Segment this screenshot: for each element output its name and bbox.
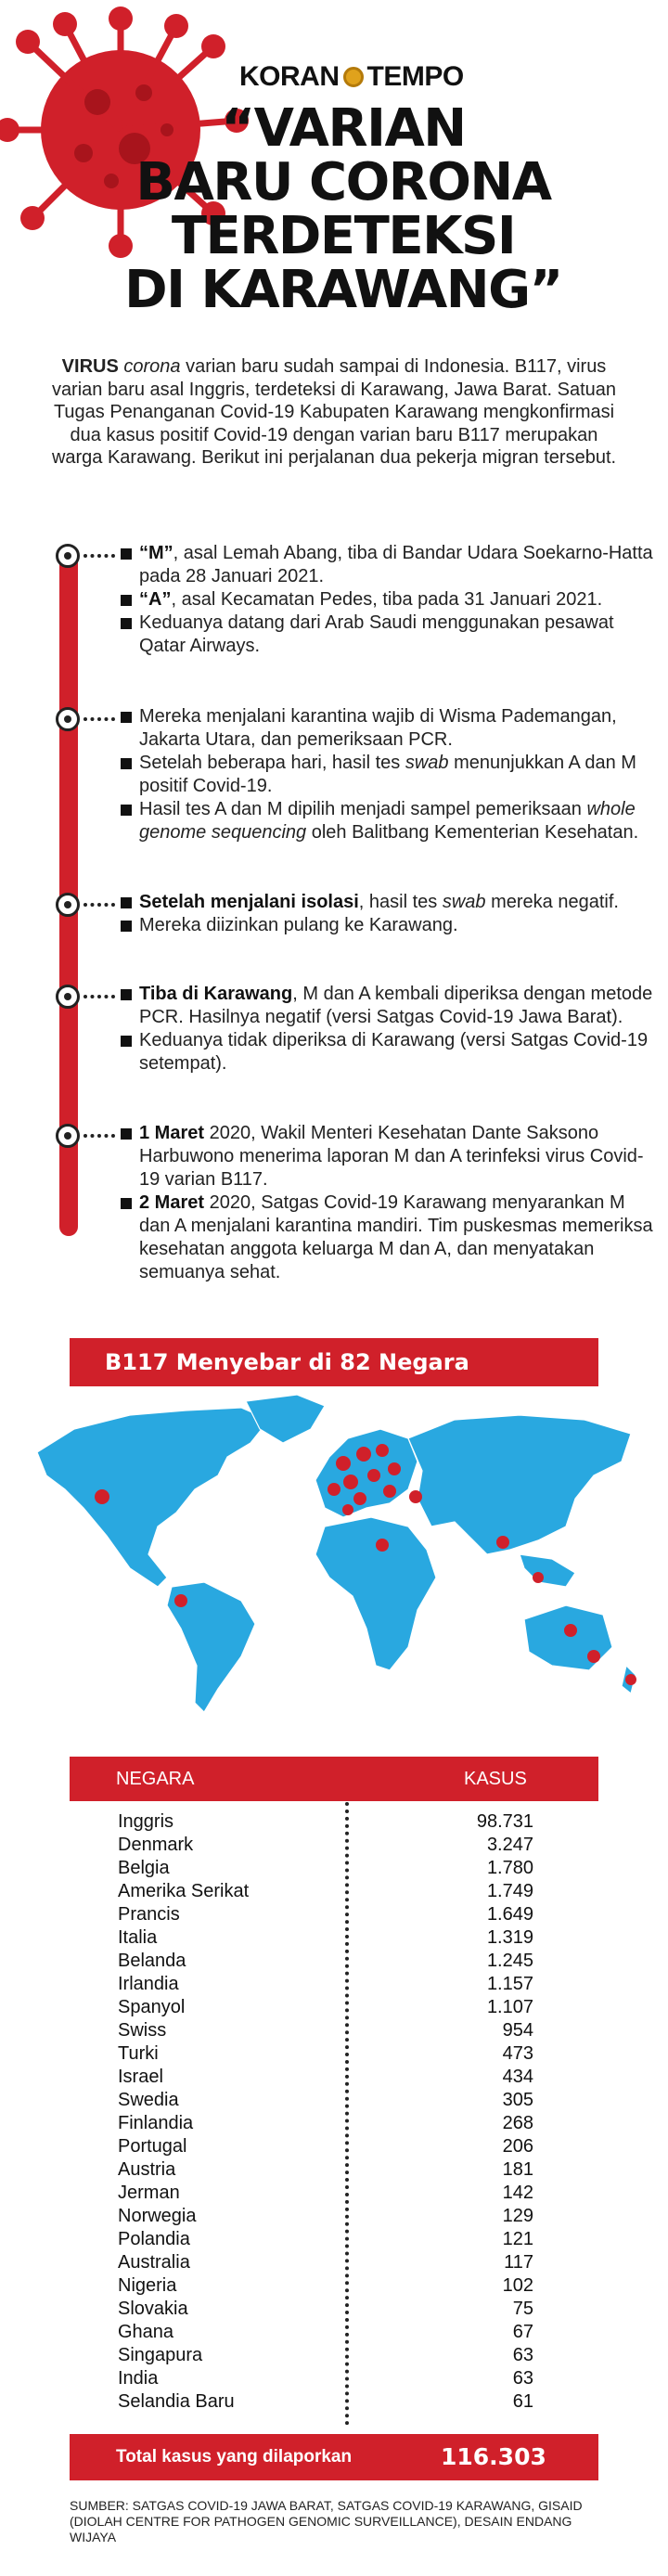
marker-icon [174, 1594, 187, 1607]
table-row [70, 2251, 598, 2274]
cases-cell: 268 [502, 2113, 533, 2133]
table-row [70, 1903, 598, 1926]
timeline-connector [84, 554, 115, 558]
cases-cell: 1.245 [486, 1951, 533, 1971]
timeline-connector [84, 717, 115, 721]
headline [65, 98, 622, 320]
timeline-item: Hasil tes A dan M dipilih menjadi sampel pemeriksaan whole genome sequencing oleh Balitbang Kementerian Kesehatan. [121, 798, 659, 844]
cases-cell: 75 [512, 2299, 533, 2319]
country-cell: Inggris [118, 1811, 174, 1832]
country-cell: Swedia [118, 2090, 179, 2110]
country-cell: Amerika Serikat [118, 1881, 250, 1901]
cases-cell: 102 [502, 2275, 533, 2296]
timeline-item: “A”, asal Kecamatan Pedes, tiba pada 31 Januari 2021. [121, 588, 659, 612]
cases-cell: 434 [502, 2067, 533, 2087]
continent-north-america [37, 1408, 269, 1587]
timeline-node-icon [56, 707, 80, 731]
country-cell: India [118, 2368, 159, 2389]
country-cell: Swiss [118, 2020, 167, 2041]
marker-icon [496, 1536, 509, 1549]
table-row [70, 2274, 598, 2298]
country-cell: Australia [118, 2252, 190, 2273]
column-header-country: NEGARA [116, 1769, 195, 1789]
timeline-item: “M”, asal Lemah Abang, tiba di Bandar Udara Soekarno-Hatta pada 28 Januari 2021. [121, 542, 659, 588]
timeline-item: Setelah beberapa hari, hasil tes swab menunjukkan A dan M positif Covid-19. [121, 752, 659, 798]
country-cell: Italia [118, 1927, 158, 1948]
marker-icon [353, 1492, 366, 1505]
continent-greenland [246, 1395, 325, 1443]
cases-cell: 206 [502, 2136, 533, 2157]
logo-mark-icon [343, 67, 364, 87]
timeline-item: 2 Maret 2020, Satgas Covid-19 Karawang menyarankan M dan A menjalani karantina mandiri. Tim puskesmas memeriksa kesehatan anggota keluarga M dan A, dan menyatakan semuanya sehat. [121, 1191, 659, 1284]
marker-icon [533, 1572, 544, 1583]
cases-cell: 67 [512, 2322, 533, 2342]
table-row [70, 1857, 598, 1880]
continent-europe [315, 1429, 418, 1517]
marker-icon [342, 1504, 353, 1515]
country-cell: Belgia [118, 1858, 170, 1878]
cases-cell: 63 [512, 2368, 533, 2389]
timeline-item: Keduanya tidak diperiksa di Karawang (versi Satgas Covid-19 setempat). [121, 1029, 659, 1075]
timeline-item: Mereka menjalani karantina wajib di Wisma Pademangan, Jakarta Utara, dan pemeriksaan PCR. [121, 705, 659, 752]
marker-icon [95, 1489, 109, 1504]
cases-cell: 98.731 [476, 1811, 533, 1832]
table-row [70, 1880, 598, 1903]
cases-cell: 117 [504, 2252, 533, 2273]
table-row [70, 1834, 598, 1857]
table-row [70, 2019, 598, 2042]
table-row [70, 1996, 598, 2019]
cases-cell: 1.649 [486, 1904, 533, 1925]
cases-cell: 473 [502, 2043, 533, 2064]
table-row [70, 1973, 598, 1996]
table-row [70, 1950, 598, 1973]
headline-line-1: “VARIAN [221, 98, 466, 159]
country-cell: Turki [118, 2043, 159, 2064]
cases-cell: 1.749 [486, 1881, 533, 1901]
timeline-item: Keduanya datang dari Arab Saudi menggunakan pesawat Qatar Airways. [121, 612, 659, 658]
country-cell: Portugal [118, 2136, 187, 2157]
country-cell: Singapura [118, 2345, 203, 2365]
table-body [70, 1810, 598, 2414]
table-row [70, 2089, 598, 2112]
country-cell: Spanyol [118, 1997, 186, 2017]
cases-cell: 1.780 [486, 1858, 533, 1878]
table-row [70, 2367, 598, 2390]
timeline-connector [84, 995, 115, 998]
intro-italic: corona [123, 356, 181, 377]
table-row [70, 2390, 598, 2414]
map-title: B117 Menyebar di 82 Negara [70, 1338, 598, 1386]
marker-icon [336, 1456, 351, 1471]
country-cell: Nigeria [118, 2275, 177, 2296]
table-row [70, 2112, 598, 2135]
table-row [70, 2344, 598, 2367]
cases-cell: 1.157 [486, 1974, 533, 1994]
table-row [70, 2205, 598, 2228]
source-credit: SUMBER: SATGAS COVID-19 JAWA BARAT, SATGAS COVID-19 KARAWANG, GISAID (DIOLAH CENTRE FOR PATHOGEN GENOMIC SURVEILLANCE), DESAIN ENDANG WIJAYA [70, 2498, 583, 2544]
table-row [70, 2228, 598, 2251]
country-cell: Polandia [118, 2229, 190, 2249]
cases-cell: 181 [502, 2159, 533, 2180]
timeline-node-icon [56, 985, 80, 1009]
marker-icon [564, 1624, 577, 1637]
country-cell: Norwegia [118, 2206, 197, 2226]
country-cell: Austria [118, 2159, 176, 2180]
marker-icon [356, 1447, 371, 1462]
marker-icon [409, 1490, 422, 1503]
table-row [70, 2182, 598, 2205]
headline-line-2: BARU CORONA [135, 152, 551, 213]
cases-cell: 1.319 [486, 1927, 533, 1948]
cases-cell: 63 [512, 2345, 533, 2365]
table-row [70, 2321, 598, 2344]
marker-icon [625, 1674, 636, 1685]
logo-text-right: TEMPO [366, 61, 464, 92]
timeline-item: Mereka diizinkan pulang ke Karawang. [121, 914, 659, 937]
country-cell: Selandia Baru [118, 2391, 235, 2412]
table-row [70, 2135, 598, 2158]
table-row [70, 2158, 598, 2182]
timeline-node-icon [56, 893, 80, 917]
marker-icon [376, 1539, 389, 1552]
marker-icon [367, 1469, 380, 1482]
timeline-connector [84, 903, 115, 907]
cases-cell: 61 [512, 2391, 533, 2412]
table-row [70, 1926, 598, 1950]
cases-cell: 1.107 [486, 1997, 533, 2017]
country-cell: Prancis [118, 1904, 180, 1925]
timeline-connector [84, 1134, 115, 1138]
marker-icon [383, 1485, 396, 1498]
marker-icon [587, 1650, 600, 1663]
table-header [70, 1757, 598, 1801]
timeline-node-icon [56, 1124, 80, 1148]
continent-australia [524, 1605, 612, 1670]
cases-cell: 954 [502, 2020, 533, 2041]
world-map [19, 1387, 649, 1726]
headline-line-4: DI KARAWANG” [124, 260, 562, 320]
table-row [70, 2066, 598, 2089]
cases-cell: 129 [502, 2206, 533, 2226]
column-header-cases: KASUS [464, 1769, 527, 1789]
country-cell: Jerman [118, 2183, 180, 2203]
koran-tempo-logo [239, 61, 464, 93]
continent-asia [408, 1415, 631, 1554]
total-value: 116.303 [441, 2443, 546, 2470]
marker-icon [343, 1475, 358, 1489]
table-row [70, 2042, 598, 2066]
country-cell: Irlandia [118, 1974, 179, 1994]
table-row [70, 2298, 598, 2321]
intro-text: varian baru sudah sampai di Indonesia. B117, virus varian baru asal Inggris, terdeteksi di Karawang, Jawa Barat. Satuan Tugas Penanganan Covid-19 Kabupaten Karawang mengkonfirmasi dua kasus positif Covid-19 dengan varian baru B117 merupakan warga Karawang. Berikut ini perjalanan dua pekerja migran tersebut. [51, 356, 617, 468]
timeline-item: 1 Maret 2020, Wakil Menteri Kesehatan Dante Saksono Harbuwono menerima laporan M dan A terinfeksi virus Covid-19 varian B117. [121, 1122, 659, 1191]
marker-icon [388, 1462, 401, 1475]
country-cell: Slovakia [118, 2299, 188, 2319]
total-bar [70, 2434, 598, 2480]
continent-africa [315, 1517, 436, 1670]
cases-cell: 3.247 [486, 1835, 533, 1855]
country-cell: Israel [118, 2067, 163, 2087]
country-cell: Belanda [118, 1951, 186, 1971]
intro-paragraph [46, 355, 622, 470]
cases-cell: 142 [502, 2183, 533, 2203]
country-cell: Finlandia [118, 2113, 194, 2133]
headline-line-3: TERDETEKSI [171, 206, 516, 266]
region-southeast-asia [520, 1554, 575, 1587]
timeline-item: Setelah menjalani isolasi, hasil tes swab mereka negatif. [121, 891, 659, 914]
marker-icon [328, 1483, 340, 1496]
timeline-item: Tiba di Karawang, M dan A kembali diperiksa dengan metode PCR. Hasilnya negatif (versi Satgas Covid-19 Jawa Barat). [121, 983, 659, 1029]
cases-cell: 305 [502, 2090, 533, 2110]
cases-cell: 121 [502, 2229, 533, 2249]
marker-icon [376, 1444, 389, 1457]
total-label: Total kasus yang dilaporkan [116, 2447, 353, 2467]
table-row [70, 1810, 598, 1834]
timeline-node-icon [56, 544, 80, 568]
intro-lead: VIRUS [61, 356, 119, 377]
country-cell: Denmark [118, 1835, 194, 1855]
country-cell: Ghana [118, 2322, 174, 2342]
logo-text-left: KORAN [239, 61, 340, 92]
